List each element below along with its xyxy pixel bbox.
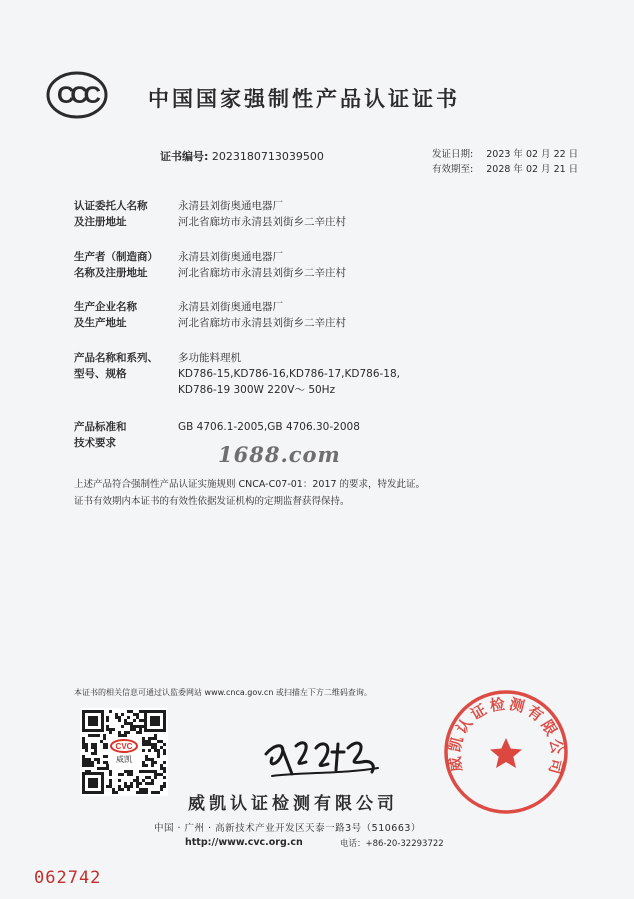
qr-module <box>163 761 166 764</box>
qr-module <box>160 773 163 776</box>
field-value: GB 4706.1-2005,GB 4706.30-2008 <box>178 421 360 433</box>
field-value: 多功能料理机 <box>178 352 241 364</box>
qr-module <box>124 731 127 734</box>
qr-module <box>121 734 124 737</box>
qr-module <box>88 764 91 767</box>
qr-module <box>160 764 163 767</box>
qr-module <box>157 773 160 776</box>
qr-module <box>118 785 121 788</box>
qr-module <box>121 725 124 728</box>
qr-module <box>145 755 148 758</box>
qr-module <box>151 764 154 767</box>
qr-module <box>139 788 142 791</box>
qr-module <box>133 779 136 782</box>
phone-label: 电话： <box>340 839 366 849</box>
qr-module <box>145 791 148 794</box>
qr-module <box>82 755 85 758</box>
field-label: 生产者（制造商） <box>74 251 158 263</box>
qr-module <box>127 716 130 719</box>
qr-module <box>91 734 94 737</box>
qr-module <box>82 743 85 746</box>
qr-module <box>151 761 154 764</box>
qr-module <box>118 773 121 776</box>
ccc-logo-icon <box>46 70 108 120</box>
qr-module <box>142 761 145 764</box>
issue-date-value: 2023 年 02 月 22 日 <box>486 149 579 160</box>
signature <box>252 718 392 788</box>
field-value: 河北省廊坊市永清县刘街乡二辛庄村 <box>178 267 346 279</box>
field-label: 及注册地址 <box>74 216 127 228</box>
qr-module <box>163 770 166 773</box>
qr-module <box>142 737 145 740</box>
qr-module <box>106 725 109 728</box>
qr-module <box>127 722 130 725</box>
qr-module <box>148 749 151 752</box>
field-label: 生产企业名称 <box>74 301 137 313</box>
qr-module <box>103 761 106 764</box>
qr-module <box>124 770 127 773</box>
svg-text:CVC: CVC <box>115 742 133 751</box>
qr-module <box>103 734 106 737</box>
qr-module <box>154 737 157 740</box>
qr-module <box>106 785 109 788</box>
qr-module <box>136 713 139 716</box>
qr-module <box>151 746 154 749</box>
qr-module <box>154 743 157 746</box>
qr-module <box>154 791 157 794</box>
qr-module <box>82 746 85 749</box>
star-icon <box>490 738 522 768</box>
qr-module <box>112 788 115 791</box>
field-label: 技术要求 <box>74 437 116 449</box>
statement-line: 证书有效期内本证书的有效性依据发证机构的定期监督获得保持。 <box>74 496 350 507</box>
qr-module <box>127 731 130 734</box>
qr-module <box>82 764 85 767</box>
qr-module <box>85 743 88 746</box>
qr-module <box>124 734 127 737</box>
qr-module <box>130 770 133 773</box>
qr-module <box>142 764 145 767</box>
qr-module <box>163 767 166 770</box>
expiry-date-label: 有效期至: <box>432 164 474 175</box>
qr-module <box>157 752 160 755</box>
qr-module <box>157 749 160 752</box>
qr-module <box>94 758 97 761</box>
qr-module <box>142 779 145 782</box>
qr-module <box>115 716 118 719</box>
qr-module <box>97 758 100 761</box>
qr-module <box>121 773 124 776</box>
field-value: 永清县刘街奥通电器厂 <box>178 301 283 313</box>
qr-module <box>118 719 121 722</box>
qr-module <box>82 740 85 743</box>
qr-module <box>148 743 151 746</box>
issue-date-label: 发证日期: <box>432 149 474 160</box>
qr-module <box>88 761 91 764</box>
qr-module <box>160 788 163 791</box>
qr-module <box>142 791 145 794</box>
page-title: 中国国家强制性产品认证证书 <box>148 87 460 111</box>
qr-module <box>139 731 142 734</box>
qr-module <box>133 713 136 716</box>
qr-module <box>154 749 157 752</box>
qr-module <box>85 749 88 752</box>
qr-module <box>106 767 109 770</box>
qr-module <box>136 782 139 785</box>
field-label: 产品名称和系列、 <box>74 352 158 364</box>
qr-module <box>97 767 100 770</box>
cvc-badge-icon <box>108 738 140 766</box>
qr-module <box>88 734 91 737</box>
qr-module <box>133 719 136 722</box>
qr-module <box>82 737 85 740</box>
qr-module <box>130 725 133 728</box>
qr-module <box>145 764 148 767</box>
qr-module <box>121 788 124 791</box>
qr-module <box>85 764 88 767</box>
qr-module <box>160 785 163 788</box>
qr-module <box>85 758 88 761</box>
qr-module <box>109 779 112 782</box>
qr-module <box>124 719 127 722</box>
qr-module <box>163 743 166 746</box>
qr-module <box>130 782 133 785</box>
qr-module <box>139 710 142 713</box>
qr-module <box>130 710 133 713</box>
qr-module <box>151 770 154 773</box>
qr-module <box>100 767 103 770</box>
qr-module <box>157 740 160 743</box>
qr-module <box>97 761 100 764</box>
certificate-number <box>160 148 324 164</box>
qr-module <box>124 722 127 725</box>
qr-module <box>97 734 100 737</box>
serial-number: 062742 <box>34 868 102 888</box>
qr-module <box>163 749 166 752</box>
qr-module <box>136 785 139 788</box>
qr-module <box>145 782 148 785</box>
qr-module <box>85 761 88 764</box>
qr-module <box>139 791 142 794</box>
field-value: KD786-15,KD786-16,KD786-17,KD786-18, <box>178 368 400 380</box>
qr-module <box>85 746 88 749</box>
qr-module <box>139 782 142 785</box>
qr-module <box>145 788 148 791</box>
qr-module <box>151 758 154 761</box>
qr-module <box>148 737 151 740</box>
watermark: 1688.com <box>218 442 341 467</box>
qr-module <box>91 746 94 749</box>
field-value: 永清县刘街奥通电器厂 <box>178 200 283 212</box>
certificate-number-label: 证书编号: <box>160 150 209 163</box>
qr-module <box>148 770 151 773</box>
qr-module <box>94 734 97 737</box>
qr-module <box>94 743 97 746</box>
qr-module <box>157 755 160 758</box>
qr-module <box>160 740 163 743</box>
qr-module <box>154 746 157 749</box>
qr-module <box>82 758 85 761</box>
qr-module <box>106 728 109 731</box>
issuer-address: 中国 · 广州 · 高新技术产业开发区天泰一路3号（510663） <box>154 823 421 834</box>
field-value: 永清县刘街奥通电器厂 <box>178 251 283 263</box>
qr-module <box>130 728 133 731</box>
qr-module <box>145 776 148 779</box>
qr-module <box>160 767 163 770</box>
qr-module <box>142 740 145 743</box>
qr-module <box>118 779 121 782</box>
qr-module <box>127 770 130 773</box>
qr-module <box>136 776 139 779</box>
qr-module <box>139 719 142 722</box>
qr-module <box>163 752 166 755</box>
qr-module <box>148 758 151 761</box>
qr-module <box>136 716 139 719</box>
qr-module <box>103 743 106 746</box>
qr-module <box>142 749 145 752</box>
qr-module <box>130 722 133 725</box>
qr-module <box>94 752 97 755</box>
qr-module <box>127 788 130 791</box>
qr-module <box>88 758 91 761</box>
issuer-phone <box>340 837 444 849</box>
qr-module <box>94 746 97 749</box>
qr-module <box>145 740 148 743</box>
qr-module <box>118 716 121 719</box>
qr-module <box>130 773 133 776</box>
qr-module <box>130 785 133 788</box>
qr-module <box>109 728 112 731</box>
qr-module <box>136 725 139 728</box>
qr-module <box>118 734 121 737</box>
qr-module <box>91 761 94 764</box>
qr-module <box>145 743 148 746</box>
qr-module <box>106 716 109 719</box>
qr-module <box>154 734 157 737</box>
official-seal <box>442 688 570 816</box>
field-value: 河北省廊坊市永清县刘街乡二辛庄村 <box>178 317 346 329</box>
expiry-date-value: 2028 年 02 月 21 日 <box>486 164 579 175</box>
qr-module <box>103 767 106 770</box>
qr-module <box>109 710 112 713</box>
qr-module <box>103 737 106 740</box>
qr-module <box>133 728 136 731</box>
qr-module <box>145 758 148 761</box>
qr-module <box>127 710 130 713</box>
field-value: 河北省廊坊市永清县刘街乡二辛庄村 <box>178 216 346 228</box>
qr-module <box>91 764 94 767</box>
qr-module <box>124 782 127 785</box>
qr-module <box>148 782 151 785</box>
certificate-number-value: 2023180713039500 <box>211 150 324 163</box>
qr-module <box>112 791 115 794</box>
qr-module <box>106 719 109 722</box>
qr-module <box>103 755 106 758</box>
field-label: 及生产地址 <box>74 317 127 329</box>
qr-module <box>151 743 154 746</box>
qr-module <box>109 782 112 785</box>
qr-module <box>82 761 85 764</box>
verification-note: 本证书的相关信息可通过认监委网站 www.cnca.gov.cn 或扫描左下方二维码查询。 <box>74 688 372 697</box>
qr-module <box>151 782 154 785</box>
qr-module <box>109 785 112 788</box>
qr-module <box>136 779 139 782</box>
qr-module <box>91 743 94 746</box>
qr-module <box>142 743 145 746</box>
qr-module <box>115 713 118 716</box>
phone-number: +86-20-32293722 <box>365 839 444 849</box>
field-value: KD786-19 300W 220V～ 50Hz <box>178 384 336 396</box>
field-label: 名称及注册地址 <box>74 267 148 279</box>
issuer-website-link[interactable]: http://www.cvc.org.cn <box>185 837 303 848</box>
qr-module <box>127 785 130 788</box>
qr-module <box>121 713 124 716</box>
certification-statement <box>74 476 425 510</box>
qr-module <box>163 785 166 788</box>
svg-text:CCC: CCC <box>57 82 97 109</box>
qr-module <box>106 764 109 767</box>
qr-module <box>109 731 112 734</box>
qr-module <box>112 728 115 731</box>
qr-module <box>124 785 127 788</box>
qr-module <box>151 779 154 782</box>
qr-module <box>139 770 142 773</box>
qr-module <box>139 725 142 728</box>
qr-module <box>163 776 166 779</box>
qr-module <box>118 788 121 791</box>
qr-module <box>154 773 157 776</box>
qr-module <box>136 791 139 794</box>
certificate-dates <box>432 147 578 177</box>
field-label: 认证委托人名称 <box>74 200 148 212</box>
issuer-name: 威凯认证检测有限公司 <box>188 794 398 814</box>
qr-module <box>91 752 94 755</box>
qr-module <box>115 791 118 794</box>
statement-line: 上述产品符合强制性产品认证实施规则 CNCA-C07-01：2017 的要求，特发此证。 <box>74 479 426 490</box>
qr-module <box>136 731 139 734</box>
svg-text:威凯: 威凯 <box>116 755 132 764</box>
qr-module <box>139 728 142 731</box>
qr-module <box>154 776 157 779</box>
qr-module <box>94 749 97 752</box>
qr-module <box>103 746 106 749</box>
field-label: 型号、规格 <box>74 368 127 380</box>
qr-module <box>142 770 145 773</box>
qr-module <box>133 725 136 728</box>
qr-module <box>118 731 121 734</box>
qr-module <box>109 773 112 776</box>
qr-module <box>145 770 148 773</box>
qr-module <box>109 770 112 773</box>
field-label: 产品标准和 <box>74 421 127 433</box>
svg-text:威凯认证检测有限公司: 威凯认证检测有限公司 <box>445 694 567 779</box>
qr-module <box>127 773 130 776</box>
qr-module <box>160 746 163 749</box>
qr-module <box>142 788 145 791</box>
qr-module <box>154 761 157 764</box>
qr-module <box>148 740 151 743</box>
qr-module <box>163 782 166 785</box>
qr-module <box>151 791 154 794</box>
qr-module <box>151 737 154 740</box>
qr-module <box>157 791 160 794</box>
qr-module <box>148 776 151 779</box>
qr-module <box>154 770 157 773</box>
qr-module <box>100 740 103 743</box>
qr-code[interactable] <box>80 708 168 796</box>
